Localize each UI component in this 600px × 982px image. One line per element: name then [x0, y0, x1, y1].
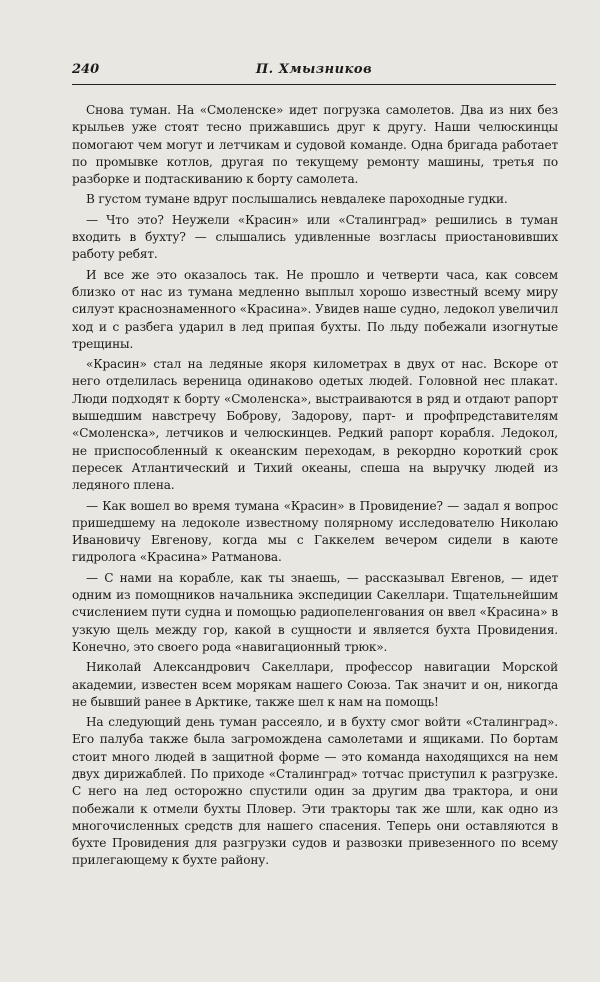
page-number: 240	[72, 62, 100, 77]
paragraph: Снова туман. На «Смоленске» идет погрузка самолетов. Два из них без крыльев уже стоят тесно прижавшись друг к другу. Наши челюскинцы помогают чем могут и летчикам и судовой команде. Одна бригада работает по промывке котлов, другая по текущему ремонту машины, третья по разборке и подтаскиванию к борту самолета.	[72, 103, 558, 187]
paragraph: И все же это оказалось так. Не прошло и четверти часа, как совсем близко от нас из тумана медленно выплыл хорошо известный всему миру силуэт краснознаменного «Красина». Увидев наше судно, ледокол увеличил ход и с разбега ударил в лед припая бухты. По льду побежали изогнутые трещины.	[72, 267, 558, 351]
paragraph: На следующий день туман рассеяло, и в бухту смог войти «Сталинград». Его палуба также была загромождена самолетами и ящиками. По бортам стоит много людей в защитной форме — это команда находящихся на нем двух дирижаблей. По приходе «Сталинград» тотчас приступил к разгрузке. С него на лед осторожно спустили один за другим два трактора, и они побежали к отмели бухты Пловер. Эти тракторы так же шли, как одно из многочисленных средств для нашего спасения. Теперь они оставляются в бухте Провидения для разгрузки судов и развозки привезенного по всему прилегающему к бухте району.	[72, 715, 558, 868]
paragraph: — Что это? Неужели «Красин» или «Сталинград» решились в туман входить в бухту? — слышались удивленные возгласы приостановивших работу ребят.	[72, 212, 558, 262]
running-head-author: П. Хмызников	[255, 62, 373, 77]
body-text	[72, 102, 558, 873]
paragraph: Николай Александрович Сакеллари, профессор навигации Морской академии, известен всем морякам нашего Союза. Так значит и он, никогда не бывший ранее в Арктике, также шел к нам на помощь!	[72, 660, 558, 709]
page-header	[72, 60, 556, 85]
paragraph: В густом тумане вдруг послышались невдалеке пароходные гудки.	[86, 192, 508, 207]
paragraph: «Красин» стал на ледяные якоря километрах в двух от нас. Вскоре от него отделилась вереница одинаково одетых людей. Головной нес плакат. Люди подходят к борту «Смоленска», выстраиваются в ряд и отдают рапорт вышедшим навстречу Боброву, Задорову, парт- и профпредставителям «Смоленска», летчиков и челюскинцев. Редкий рапорт корабля. Ледокол, не приспособленный к океанским переходам, в рекордно короткий срок пересек Атлантический и Тихий океаны, спеша на выручку людей из ледяного плена.	[72, 357, 558, 493]
paragraph: — С нами на корабле, как ты знаешь, — рассказывал Евгенов, — идет одним из помощников начальника экспедиции Сакеллари. Тщательнейшим счислением пути судна и помощью радиопеленгования он ввел «Красина» в узкую щель между гор, какой в сущности и является бухта Провидения. Конечно, это своего рода «навигационный трюк».	[72, 570, 558, 654]
paragraph: — Как вошел во время тумана «Красин» в Провидение? — задал я вопрос пришедшему на ледоколе известному полярному исследователю Николаю Ивановичу Евгенову, когда мы с Гаккелем вечером сидели в каюте гидролога «Красина» Ратманова.	[72, 498, 558, 565]
